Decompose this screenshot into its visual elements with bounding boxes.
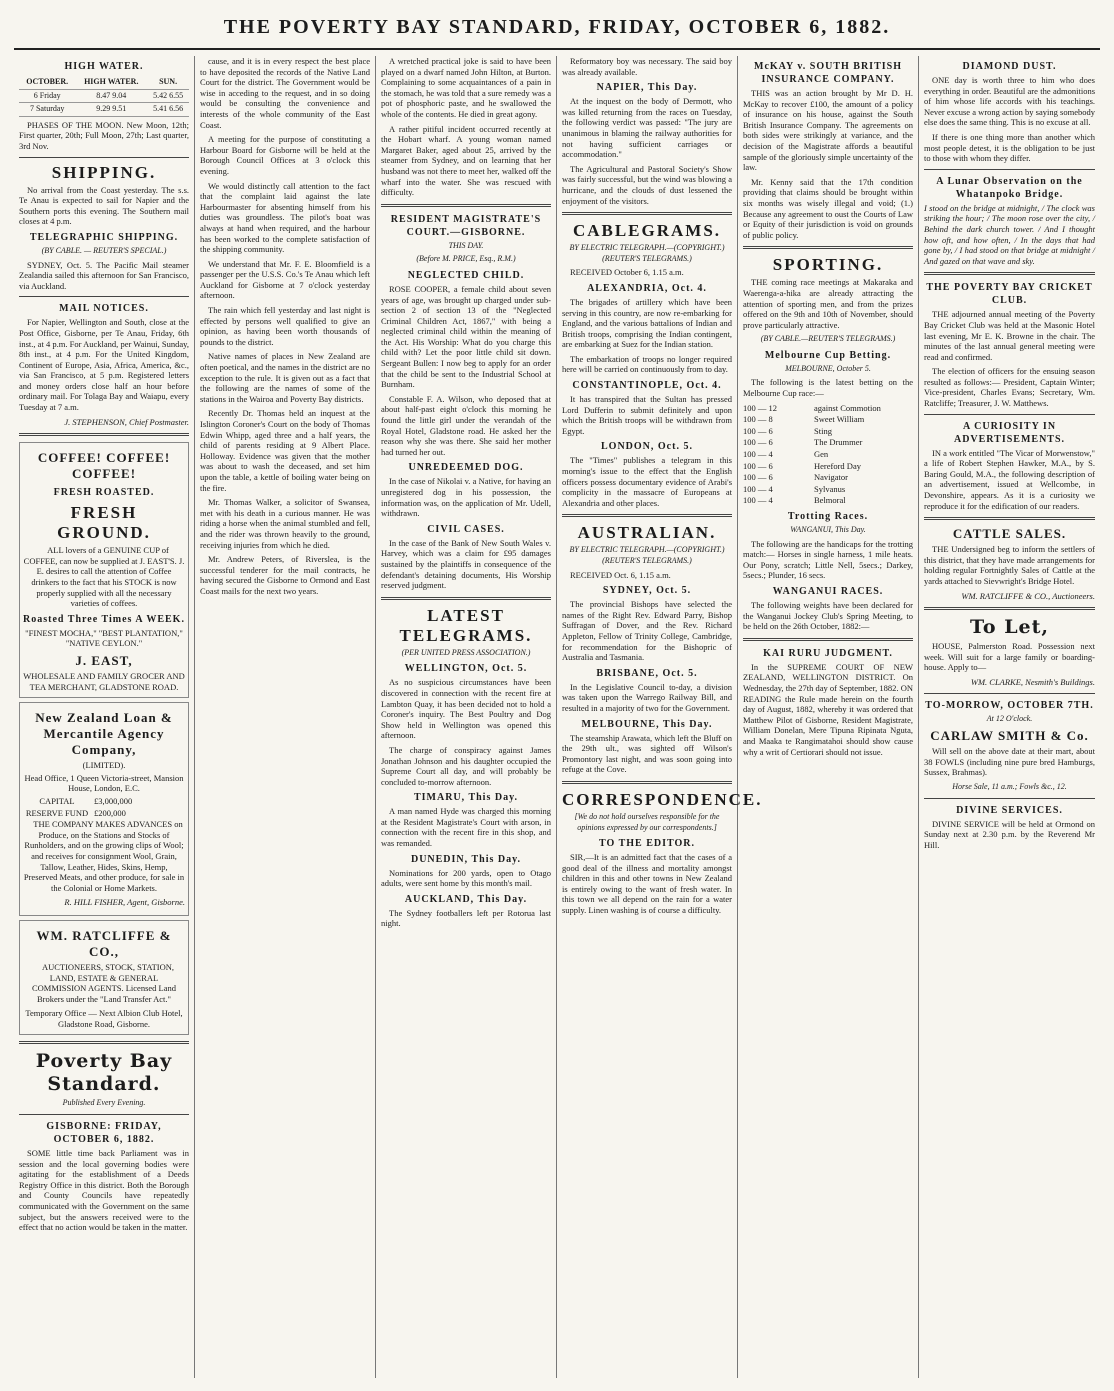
reserve-value: £200,000 <box>94 807 126 818</box>
divine-services-title: DIVINE SERVICES. <box>956 804 1063 816</box>
cricket-title: THE POVERTY BAY CRICKET CLUB. <box>926 282 1093 307</box>
mail-text: For Napier, Wellington and South, close at the Post Office, Gisborne, per Te Anau, Friday, 6th inst., at 4 p.m. For Auckland, per Wainui, Sunday, 8th inst., at 4 p.m. For the United Kingdom, Continent of Europe, Asia, Africa, America, &c., via San Francisco, at 5 p.m. Registered letters and money orders close half an hour before ordinary mail. For Tolaga Bay and Waiapu, every Tuesday at 7 a.m. <box>19 317 189 413</box>
kai-ruru-title: KAI RURU JUDGMENT. <box>763 647 893 659</box>
cable-received: RECEIVED October 6, 1.15 a.m. <box>570 267 684 278</box>
mail-title: MAIL NOTICES. <box>59 303 149 315</box>
tomorrow-time: At 12 O'clock. <box>986 713 1033 723</box>
east-name: J. EAST, <box>75 653 133 668</box>
tide-row <box>19 89 189 103</box>
aus-sub: BY ELECTRIC TELEGRAPH.—(COPYRIGHT.) (REUTER'S TELEGRAMS.) <box>569 545 725 565</box>
latest-sub: (PER UNITED PRESS ASSOCIATION.) <box>401 647 531 657</box>
fresh-roasted: FRESH ROASTED. <box>53 487 155 499</box>
carlaw-text: Will sell on the above date at their mart, about 38 FOWLS (including nine pure bred Hamburgs, Sussex, Brahmas). <box>924 746 1095 778</box>
mel-cup-intro: The following is the latest betting on the Melbourne Cup race:— <box>743 377 913 399</box>
masthead <box>14 16 1100 50</box>
rm-court-title: RESIDENT MAGISTRATE'S COURT.—GISBORNE. <box>390 213 542 238</box>
coffee-names: "FINEST MOCHA," "BEST PLANTATION," "NATIVE CEYLON." <box>25 627 183 649</box>
cable-text: The brigades of artillery which have been serving in this country, are now re-embarking for England, and the various battalions of Indian and British troops, comprising the Indian contingent, are embarking at Suez for the Indian station. <box>562 296 732 350</box>
to-let-title: To Let, <box>969 616 1050 639</box>
loan-limited: (LIMITED). <box>82 760 126 771</box>
trotting-place: WANGANUI, This Day. <box>790 525 866 534</box>
melbourne-cup-title: Melbourne Cup Betting. <box>764 349 892 361</box>
coffee-line: Roasted Three Times A WEEK. <box>23 613 185 625</box>
tide-cell: 5.41 6.56 <box>147 103 189 117</box>
column-6 <box>919 56 1100 1378</box>
divine-text: DIVINE SERVICE will be held at Ormond on Sunday next at 2.30 p.m. by the Reverend Mr Hill. <box>924 818 1095 850</box>
coffee-title: COFFEE! COFFEE! COFFEE! <box>37 450 171 482</box>
cattle-sales-title: CATTLE SALES. <box>952 526 1067 542</box>
tide-cell: 8.47 9.04 <box>75 89 147 103</box>
cattle-text: THE Undersigned beg to inform the settlers of this district, that they have made arrangements for holding regular Fortnightly Sales of Cattle at the yards attached to Sievwright's Bridge Hotel. <box>924 544 1095 586</box>
article-text: cause, and it is in every respect the best place to have deposited the records of the Native Land Court for the district. The Government would be wise in acceding to the request, and in so doing would be consulting the convenience and interests of the whole community of the East Coast. <box>200 56 370 130</box>
dateline: SYDNEY, Oct. 5. <box>602 585 692 597</box>
coffee-text: ALL lovers of a GENUINE CUP of COFFEE, can now be supplied at J. EAST'S. J. E. desires to call the attention of Coffee drinkers to the fact that his STOCK is now properly supplied with all the necessary varieties of coffees. <box>23 545 185 609</box>
ratcliffe-text: AUCTIONEERS, STOCK, STATION, LAND, ESTATE & GENERAL COMMISSION AGENTS. Licensed Land Brokers under the "Land Transfer Act." <box>31 961 177 1004</box>
article-text: A meeting for the purpose of constituting a Harbour Board for Gisborne will be held at the Borough Council Offices at 3 o'clock this evening. <box>200 134 370 176</box>
to-let-text: HOUSE, Palmerston Road. Possession next week. Will suit for a large family or boarding-house. Apply to— <box>924 641 1095 673</box>
betting-row <box>743 403 913 414</box>
sporting-sub: (BY CABLE.—REUTER'S TELEGRAMS.) <box>760 334 896 344</box>
sporting-text: THE coming race meetings at Makaraka and Waerenga-a-hika are already attracting the attention of sporting men, and from the prizes offered on the 9th and 10th of November, should prove particularly attractive. <box>743 277 913 330</box>
tide-cell: 9.29 9.51 <box>75 103 147 117</box>
diamond-dust-title: DIAMOND DUST. <box>962 61 1057 72</box>
betting-horse: Navigator <box>814 472 848 483</box>
article-text: Mr. Andrew Peters, of Riverslea, is the successful tenderer for the mail contracts, he having secured the Gisborne to Ormond and East Coast mails for the next two years. <box>200 554 370 596</box>
dateline: NAPIER, This Day. <box>596 82 698 94</box>
corr-note: [We do not hold ourselves responsible for the opinions expressed by our correspondents.] <box>574 811 720 832</box>
article-text: A rather pitiful incident occurred recently at the Hobart wharf. A young woman named Margaret Baker, aged about 25, arrived by the steamer from Sydney, and on learning that her husband was not there to meet her, walked off the wharf into the water. She was rescued with difficulty. <box>381 123 551 198</box>
civil-text: In the case of the Bank of New South Wales v. Harvey, which was a claim for £95 damages sustained by the plaintiffs in consequence of the defendant's detaining documents, His Worship reserved judgment. <box>381 537 551 591</box>
paper-title: Poverty Bay Standard. <box>35 1050 173 1096</box>
telegraphic-text: SYDNEY, Oct. 5. The Pacific Mail steamer Zealandia sailed this afternoon for San Francisco, via Auckland. <box>19 259 189 291</box>
rm-text: ROSE COOPER, a female child about seven years of age, was brought up charged under sub-section 2 of section 13 of the "Neglected Criminal Children Act, 1867," with being a neglected criminal child within the meaning of the Act. His Worship: What do you charge this child with? Let the poor little child sit down. Sergeant Bullen: I now beg to apply for an order that the child be sent to the Industrial School at Burnham. <box>381 283 551 390</box>
cable-sub: BY ELECTRIC TELEGRAPH.—(COPYRIGHT.) (REUTER'S TELEGRAMS.) <box>569 243 725 263</box>
capital-value: £3,000,000 <box>94 795 133 806</box>
dateline: LONDON, Oct. 5. <box>601 441 693 453</box>
column-2 <box>195 56 376 1378</box>
cable-text: In the Legislative Council to-day, a division was taken upon the Warrego Railway Bill, and resulted in a majority of two for the Government. <box>562 681 732 713</box>
horse-sale: Horse Sale, 11 a.m.; Fowls &c., 12. <box>952 781 1067 791</box>
telegram-text: The Agricultural and Pastoral Society's Show was fairly successful, but the wind was blowing a hurricane, and the clouds of dust lessened the enjoyment of the visitors. <box>562 163 732 206</box>
aus-received: RECEIVED Oct. 6, 1.15 a.m. <box>570 569 671 580</box>
columns <box>14 56 1100 1378</box>
telegram-text: A man named Hyde was charged this morning at the Resident Magistrate's Court with arson, in connection with the recent fire in this shop, and was remanded. <box>381 806 551 849</box>
civil-head: CIVIL CASES. <box>427 523 505 535</box>
trotting-text: The following are the handicaps for the trotting match:— Horses in single harness, 1 mile heats. Our Pony, scratch; Little Nell, 5secs.; Darkey, 5secs.; Plunder, 16 secs. <box>743 538 913 581</box>
betting-horse: against Commotion <box>814 402 881 413</box>
cablegrams-title: CABLEGRAMS. <box>572 221 722 241</box>
dateline: AUCKLAND, This Day. <box>404 893 528 905</box>
ratcliffe-name: WM. RATCLIFFE & CO., <box>36 927 172 959</box>
mckay-text: Mr. Kenny said that the 17th condition providing that claims should be brought within six months was wisely illegal and void; (1.) Because any agreement to oust the Courts of Law or Equity of their jurisdiction is void on grounds of public policy. <box>743 176 913 240</box>
fresh-ground: FRESH GROUND. <box>57 503 151 543</box>
cable-text: The embarkation of troops no longer required here will be carried on continuously from to day. <box>562 353 732 375</box>
betting-odds: 100 — 6 <box>743 437 773 448</box>
betting-horse: Hereford Day <box>814 460 861 471</box>
editorial-text: SOME little time back Parliament was in session and the local governing bodies were agitating for the establishment of a Deeds Registry Office in this district. Both the Borough and County Councils have repeatedly communicated with the Government on the same subject, but the answers received were to the effect that no action would be taken in the matter. <box>19 1148 189 1233</box>
dateline: CONSTANTINOPLE, Oct. 4. <box>572 380 722 392</box>
masthead-title: THE POVERTY BAY STANDARD, FRIDAY, OCTOBER 6, 1882. <box>223 16 891 38</box>
to-let-signature: WM. CLARKE, Nesmith's Buildings. <box>970 676 1095 687</box>
loan-office: Head Office, 1 Queen Victoria-street, Mansion House, London, E.C. <box>24 772 184 794</box>
dateline: MELBOURNE, This Day. <box>581 718 713 730</box>
loan-title: New Zealand Loan & Mercantile Agency Company, <box>35 710 173 758</box>
article-text: Recently Dr. Thomas held an inquest at the Islington Coroner's Court on the body of Thomas Edwin Whipp, aged three and a half years, the child of parents residing at 9 Albert Place. Holloway. Evidence was given that the mother was about to wash the deceased, and set him upon the table, a kettle of boiling water being on the fire. <box>200 408 370 493</box>
rm-text: Constable F. A. Wilson, who deposed that at about half-past eight o'clock this morning he found the little girl under the verandah of the Royal Hotel, Gladstone road. He asked her the reason why she was there. She said her mother had turned her out. <box>381 393 551 457</box>
article-text: We would distinctly call attention to the fact that the complaint laid against the late Harbourmaster for absenting himself from his duties was groundless. The pilot's boat was always at hand when required, and the harbour has been worked to the complete satisfaction of the shipping community. <box>200 180 370 255</box>
tide-cell: 5.42 6.55 <box>147 89 189 103</box>
betting-horse: Sylvanus <box>814 483 846 494</box>
article-text: Native names of places in New Zealand are often poetical, and the names in the district are no exception to the rule. It is given out as a fact that the following are the names of some of the stations in the Wairoa and Poverty Bay districts. <box>200 351 370 404</box>
tide-cell: 6 Friday <box>19 89 75 103</box>
column-5 <box>738 56 919 1378</box>
dateline: TIMARU, This Day. <box>413 792 519 804</box>
east-desc: WHOLESALE AND FAMILY GROCER AND TEA MERCHANT, GLADSTONE ROAD. <box>23 671 185 692</box>
betting-row <box>743 426 913 437</box>
cable-text: The steamship Arawata, which left the Bluff on the 29th ult., was sighted off Wilson's Promontory last night, and was soon going into refuge at the Cove. <box>562 732 732 775</box>
coffee-ad <box>19 442 189 698</box>
ratcliffe-ad <box>19 920 189 1036</box>
betting-horse: Sting <box>814 425 832 436</box>
paper-sub: Published Every Evening. <box>62 1098 146 1108</box>
betting-odds: 100 — 6 <box>743 460 773 471</box>
article-text: A wretched practical joke is said to have been played on a dwarf named John Hilton, at Burton. Complaining to some acquaintances of a pain in the stomach, he was told that a sure remedy was a pot of phosphoric paste, and he swallowed the whole of the contents. He died in great agony. <box>381 56 551 119</box>
rm-subhead: NEGLECTED CHILD. <box>407 269 525 281</box>
betting-odds: 100 — 6 <box>743 425 773 436</box>
cricket-text: The election of officers for the ensuing season resulted as follows:— President, Captain Winter; Vice-president, Charles Evans; Secretary, Wm. Ratcliffe; Treasurer, J. W. Matthews. <box>924 366 1095 409</box>
corr-text: SIR,—It is an admitted fact that the cases of a good deal of the illness and mortality amongst children in this and other towns in New Zealand is entirely owing to the want of fresh water. In this town we all depend on the rain for a water supply. Linen washing is of course a difficulty. <box>562 852 732 916</box>
cable-text: The "Times" publishes a telegram in this morning's issue to the effect that the English officers possess documentary evidence of Arabi's complicity in the massacre of Europeans at Alexandria and other places. <box>562 455 732 508</box>
mel-cup-place: MELBOURNE, October 5. <box>785 363 871 373</box>
tide-table <box>19 76 189 117</box>
telegraphic-title: TELEGRAPHIC SHIPPING. <box>29 231 179 243</box>
capital-label: CAPITAL <box>39 795 75 806</box>
diamond-text: ONE day is worth three to him who does everything in order. Beautiful are the admonitions of him whose life accords with his teachings. Never excuse a wrong action by saying somebody else does the same thing. This is no excuse at all. <box>924 75 1095 128</box>
telegraphic-sub: (BY CABLE. — REUTER'S SPECIAL.) <box>41 245 167 255</box>
betting-odds: 100 — 4 <box>743 449 773 460</box>
poem-text: I stood on the bridge at midnight, / The clock was striking the hour; / The moon rose over the city, / Behind the dark church tower. / And I thought how oft, and how often, / In the days that had gone by, / I had stood on that bridge at midnight / And gazed on that wave and sky. <box>924 202 1095 266</box>
telegram-text: At the inquest on the body of Dermott, who was killed returning from the races on Tuesday, the following verdict was passed: "The jury are unanimous in blaming the railway authorities for not having sufficient carriages or accommodation." <box>562 96 732 160</box>
unredeemed-dog-text: In the case of Nikolai v. a Native, for having an unregistered dog in his possession, the information was, on the application of Mr. Udell, withdrawn. <box>381 476 551 519</box>
betting-odds: 100 — 4 <box>743 483 773 494</box>
dateline: BRISBANE, Oct. 5. <box>596 667 698 679</box>
shipping-text: No arrival from the Coast yesterday. The s.s. Te Anau is expected to sail for Napier and the Southern ports this evening. The Southern mail closes at 4 p.m. <box>19 184 189 227</box>
mckay-text: THIS was an action brought by Mr D. H. McKay to recover £100, the amount of a policy of insurance on his house, against the South British Insurance Company. The agreements on both sides were strikingly at variance, and the decision of the Magistrate affords a beautiful sample of the gloriously simple uncertainty of the law. <box>743 88 913 173</box>
high-water-title: HIGH WATER. <box>64 61 144 72</box>
curiosity-text: IN a work entitled "The Vicar of Morwenstow," a life of Robert Stephen Hawker, M.A., by S. Baring Gould, M.A., the following description of an advertisement, issued at Wellcombe, in Devonshire, appears. As it is a curiosity we reproduce it for the edification of our readers. <box>924 447 1095 511</box>
telegram-text: Nominations for 200 yards, open to Otago adults, were sent home by this month's mail. <box>381 867 551 889</box>
column-3 <box>376 56 557 1378</box>
betting-row <box>743 495 913 506</box>
betting-row <box>743 449 913 460</box>
betting-odds: 100 — 6 <box>743 472 773 483</box>
tide-header: HIGH WATER. <box>75 76 147 89</box>
article-text: We understand that Mr. F. E. Bloomfield is a passenger per the U.S.S. Co.'s Te Anau which left Auckland for Gisborne at 7 o'clock yesterday afternoon. <box>200 258 370 301</box>
tide-row <box>19 103 189 117</box>
rm-day: THIS DAY. <box>448 240 484 250</box>
cable-text: The provincial Bishops have selected the names of the Right Rev. Edward Parry, Bishop Suffragan of Dover, and the Rev. Richard Appleton, Fellow of Trinity College, Cambridge, for recommendation for the Bishopric of Australia and Tasmania. <box>562 599 732 663</box>
sporting-title: SPORTING. <box>772 255 884 275</box>
latest-telegrams-title: LATEST TELEGRAMS. <box>399 605 533 645</box>
betting-row <box>743 484 913 495</box>
loan-ad <box>19 702 189 916</box>
cable-text: It has transpired that the Sultan has pressed Lord Dufferin to submit definitely and upon which the British troops will be withdrawn from Egypt. <box>562 394 732 436</box>
trotting-title: Trotting Races. <box>787 511 869 522</box>
mail-signature: J. STEPHENSON, Chief Postmaster. <box>64 416 189 427</box>
cricket-text: THE adjourned annual meeting of the Poverty Bay Cricket Club was held at the Masonic Hotel last evening, Mr E. K. Browne in the chair. The minutes of the last annual general meeting were read and confirmed. <box>924 309 1095 362</box>
telegram-text: The Sydney footballers left per Rotorua last night. <box>381 907 551 929</box>
correspondence-title: CORRESPONDENCE. <box>562 789 763 809</box>
tide-cell: 7 Saturday <box>19 103 75 117</box>
wanganui-text: The following weights have been declared for the Wanganui Jockey Club's Spring Meeting, to be held on the 26th October, 1882:— <box>743 599 913 632</box>
tide-note: PHASES OF THE MOON. New Moon, 12th; First quarter, 20th; Full Moon, 27th; Last quarter, 3rd Nov. <box>19 119 189 151</box>
betting-row <box>743 461 913 472</box>
carlaw-title: CARLAW SMITH & Co. <box>930 728 1089 744</box>
betting-row <box>743 437 913 448</box>
article-text: The rain which fell yesterday and last night is effected by persons well qualified to give an opinion, as having been worth thousands of pounds to the district. <box>200 305 370 347</box>
shipping-title: SHIPPING. <box>51 162 157 182</box>
diamond-text: If there is one thing more than another which most people detest, it is the obligation to be just to those with whom they differ. <box>924 131 1095 164</box>
unredeemed-dog-head: UNREDEEMED DOG. <box>408 462 524 474</box>
cattle-signature: WM. RATCLIFFE & CO., Auctioneers. <box>961 590 1095 601</box>
lunar-title: A Lunar Observation on the Whatanpoko Bridge. <box>936 175 1083 200</box>
betting-horse: Sweet William <box>814 414 865 425</box>
article-text: Reformatory boy was necessary. The said boy was already available. <box>562 56 732 77</box>
betting-row <box>743 472 913 483</box>
capital-row <box>23 796 185 807</box>
loan-agent: R. HILL FISHER, Agent, Gisborne. <box>64 897 185 908</box>
article-text: Mr. Thomas Walker, a solicitor of Swansea, met with his death in a curious manner. He was riding a horse when the animal stumbled and fell, and the rider was thrown heavily to the ground, receiving injuries from which he died. <box>200 497 370 550</box>
betting-list <box>743 403 913 506</box>
curiosity-title: A CURIOSITY IN ADVERTISEMENTS. <box>953 420 1066 445</box>
kai-ruru-text: In the SUPREME COURT OF NEW ZEALAND, WELLINGTON DISTRICT. On Wednesday, the 27th day of September, 1882. ON READING the Rule made herein on the fourth day of August, 1882, whereby it was ordered that Matthew Pilot of Gisborne, Resident Magistrate, William Donelan, Mere Tipuna Ripinata Nguta, and Maaka te Rangimatahoi should show cause why a writ of Certiorari should not issue. <box>743 661 913 757</box>
dateline: ALEXANDRIA, Oct. 4. <box>587 282 707 294</box>
tide-header: OCTOBER. <box>19 76 75 89</box>
betting-odds: 100 — 4 <box>743 495 773 506</box>
betting-odds: 100 — 8 <box>743 414 773 425</box>
column-1 <box>14 56 195 1378</box>
paper-date: GISBORNE: FRIDAY, OCTOBER 6, 1882. <box>46 1121 162 1146</box>
tide-header: SUN. <box>147 76 189 89</box>
telegram-text: The charge of conspiracy against James Jonathan Johnson and his daughter occupied the Supreme Court all day, and will probably be concluded to-morrow afternoon. <box>381 744 551 787</box>
wanganui-title: WANGANUI RACES. <box>772 585 884 597</box>
betting-horse: The Drummer <box>814 437 863 448</box>
reserve-row <box>23 808 185 819</box>
dateline: DUNEDIN, This Day. <box>410 853 522 865</box>
ratcliffe-office: Temporary Office — Next Albion Club Hotel, Gladstone Road, Gisborne. <box>25 1008 183 1029</box>
corr-to: TO THE EDITOR. <box>599 838 695 850</box>
telegram-text: As no suspicious circumstances have been discovered in connection with the recent fire at Lambton Quay, it has been decided not to hold a Coroner's inquiry. The Best Poultry and Dog Show held in Wellington was opened this afternoon. <box>381 677 551 741</box>
betting-horse: Belmoral <box>814 495 846 506</box>
betting-horse: Gen <box>814 449 829 460</box>
tomorrow-title: TO-MORROW, OCTOBER 7TH. <box>925 699 1094 711</box>
australian-title: AUSTRALIAN. <box>577 523 717 543</box>
reserve-label: RESERVE FUND <box>25 807 89 818</box>
loan-text: THE COMPANY MAKES ADVANCES on Produce, on the Stations and Stocks of Runholders, and on the growing clips of Wool; and receives for consignment Wool, Grain, Tallow, Leather, Hides, Skins, Hemp, Preserved Meats, and other produce, for sale in the Colonial or Home Markets. <box>23 819 185 893</box>
mckay-title: McKAY v. SOUTH BRITISH INSURANCE COMPANY. <box>754 61 902 85</box>
dateline: WELLINGTON, Oct. 5. <box>404 663 528 675</box>
betting-odds: 100 — 12 <box>743 402 777 413</box>
betting-row <box>743 414 913 425</box>
rm-before: (Before M. PRICE, Esq., R.M.) <box>416 254 516 264</box>
